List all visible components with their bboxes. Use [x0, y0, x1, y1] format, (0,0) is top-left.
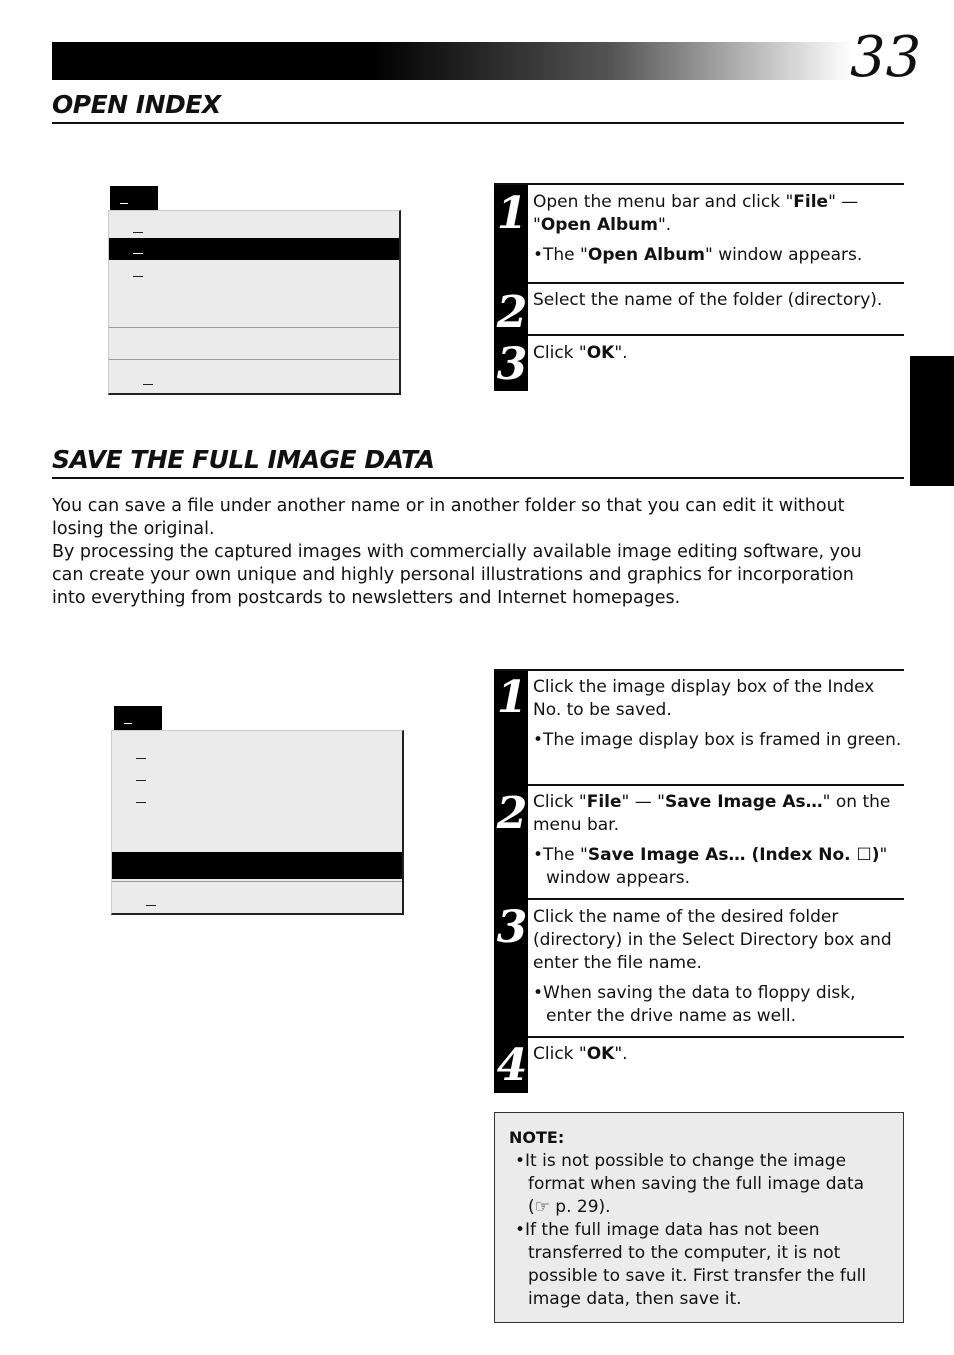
- section-rule: [52, 477, 904, 479]
- menu-separator: [109, 327, 399, 328]
- step-number: 3: [496, 902, 528, 953]
- file-menu-tab[interactable]: [110, 186, 158, 210]
- menu-separator: [112, 881, 402, 882]
- note-item: •If the full image data has not been transferred to the computer, it is not possible to save it. First transfer the full image data, then save it.: [515, 1220, 867, 1309]
- menu-item[interactable]: [109, 261, 399, 283]
- file-menu-dropdown: [108, 210, 401, 395]
- header-bar: [52, 42, 852, 80]
- section-title-save-full: SAVE THE FULL IMAGE DATA: [52, 445, 435, 474]
- save-step-2-bullet: •The "Save Image As… (Index No. ☐)" window appears.: [533, 845, 888, 888]
- step-divider: [528, 784, 904, 786]
- step-divider: [494, 669, 904, 671]
- menu-separator: [109, 359, 399, 360]
- save-step-1-bullet: •The image display box is framed in green.: [533, 730, 902, 750]
- step-divider: [528, 1036, 904, 1038]
- edge-tab: [910, 356, 954, 486]
- save-step-1-main: Click the image display box of the Index No. to be saved.: [533, 677, 875, 720]
- step-divider: [494, 183, 904, 185]
- intro-paragraph: You can save a file under another name or in another folder so that you can edit it without losing the original.: [52, 496, 845, 539]
- step-number-column: [494, 184, 528, 391]
- save-step-2-text: [533, 791, 903, 890]
- note-item: •It is not possible to change the image format when saving the full image data (☞ p. 29).: [515, 1151, 865, 1217]
- file-menu-dropdown: [111, 730, 404, 915]
- save-step-3-main: Click the name of the desired folder (directory) in the Select Directory box and enter the file name.: [533, 907, 892, 973]
- step-divider: [528, 282, 904, 284]
- save-step-2-main: Click "File" — "Save Image As…" on the menu bar.: [533, 792, 891, 835]
- step-number: 2: [496, 788, 528, 839]
- note-box: [494, 1112, 904, 1323]
- step-number: 3: [496, 339, 528, 390]
- step-number: 2: [496, 287, 528, 338]
- save-step-1-text: [533, 676, 903, 752]
- step-1-text: Open the menu bar and click "File" — "Open Album". •The "Open Album" window appears.: [533, 191, 903, 267]
- menu-item[interactable]: [112, 787, 402, 809]
- step-2-text: Select the name of the folder (directory).: [533, 290, 883, 310]
- step-number: 1: [496, 188, 528, 239]
- save-step-4-text: Click "OK".: [533, 1044, 628, 1064]
- menu-item[interactable]: [109, 369, 399, 391]
- menu-item[interactable]: [109, 217, 399, 239]
- step-1-bullet: •The "Open Album" window appears.: [533, 245, 863, 265]
- menu-item[interactable]: [112, 765, 402, 787]
- note-title: NOTE:: [509, 1128, 565, 1147]
- intro-text: [52, 495, 892, 610]
- step-divider: [528, 898, 904, 900]
- intro-paragraph: By processing the captured images with commercially available image editing software, you can create your own unique and highly personal illustrations and graphics for incorporation into everything from postcards to newsletters and Internet homepages.: [52, 542, 862, 608]
- page-number: 33: [850, 25, 922, 90]
- note-list: [515, 1150, 885, 1311]
- menu-item-save-image-as[interactable]: [112, 852, 402, 879]
- section-rule: [52, 122, 904, 124]
- step-divider: [528, 334, 904, 336]
- step-number-column: [494, 670, 528, 1093]
- menu-item[interactable]: [112, 890, 402, 912]
- section-title-open-index: OPEN INDEX: [52, 90, 221, 119]
- file-menu-tab[interactable]: [114, 706, 162, 730]
- step-number: 4: [496, 1040, 528, 1091]
- menu-item[interactable]: [112, 743, 402, 765]
- save-step-3-text: [533, 906, 903, 1028]
- save-step-3-bullet: •When saving the data to floppy disk, enter the drive name as well.: [533, 983, 856, 1026]
- step-3-text: Click "OK".: [533, 343, 628, 363]
- menu-item-open-album[interactable]: [109, 238, 399, 260]
- step-number: 1: [496, 672, 528, 723]
